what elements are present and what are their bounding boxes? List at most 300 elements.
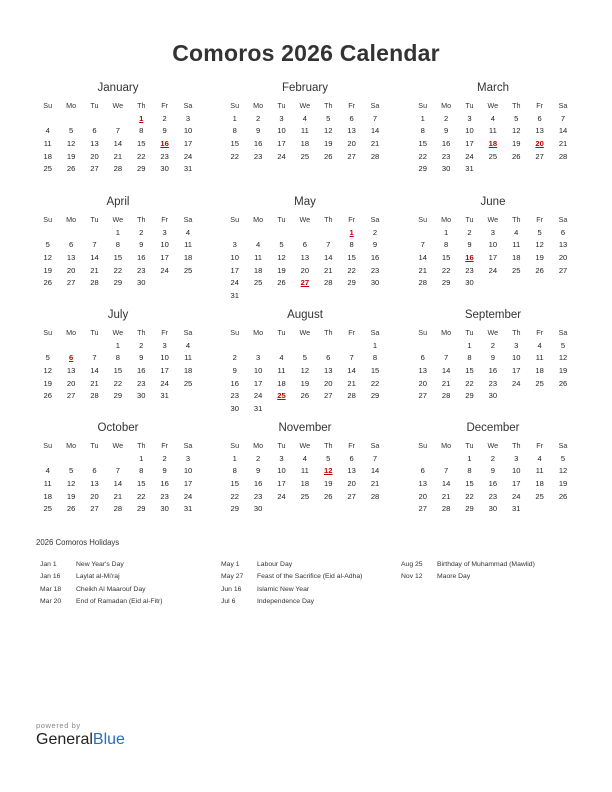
day-cell: 29 bbox=[113, 278, 123, 288]
weekday-label: Tu bbox=[90, 101, 99, 110]
day-cell: 9 bbox=[255, 466, 261, 476]
day-cell: 9 bbox=[255, 126, 261, 136]
day-cell: 4 bbox=[185, 227, 191, 237]
day-cell: 5 bbox=[68, 466, 74, 476]
month-name: April bbox=[106, 196, 130, 208]
holiday-date: Nov 12 bbox=[401, 573, 423, 581]
day-cell: 8 bbox=[139, 466, 144, 476]
weekday-label: Sa bbox=[370, 215, 380, 224]
month-april bbox=[36, 195, 200, 290]
day-cell: 21 bbox=[441, 378, 451, 388]
day-cell: 24 bbox=[253, 391, 263, 401]
day-cell: 23 bbox=[160, 151, 169, 161]
day-cell: 6 bbox=[420, 466, 425, 476]
day-cell: 14 bbox=[324, 253, 333, 263]
empty-cell bbox=[434, 340, 457, 353]
day-cell: 17 bbox=[183, 479, 193, 489]
week-row bbox=[36, 163, 200, 176]
month-december bbox=[411, 421, 575, 516]
weekday-label: Mo bbox=[66, 441, 77, 450]
empty-cell bbox=[106, 453, 129, 466]
week-row bbox=[223, 265, 387, 278]
day-cell: 16 bbox=[370, 253, 380, 263]
month-name: June bbox=[480, 196, 506, 208]
empty-cell bbox=[176, 277, 199, 290]
day-cell: 28 bbox=[370, 491, 380, 501]
holiday-entry bbox=[221, 571, 362, 583]
weekday-label: Fr bbox=[348, 215, 356, 224]
day-cell: 30 bbox=[465, 278, 474, 288]
holiday-entry bbox=[401, 571, 535, 583]
weekday-header bbox=[36, 327, 200, 340]
day-cell: 1 bbox=[232, 113, 237, 123]
day-cell: 11 bbox=[254, 253, 263, 263]
day-cell: 29 bbox=[418, 164, 427, 174]
weekday-header bbox=[223, 214, 387, 227]
month-august bbox=[223, 308, 387, 416]
day-cell: 5 bbox=[514, 113, 519, 123]
day-cell: 14 bbox=[347, 366, 356, 376]
weekday-label: Tu bbox=[465, 215, 474, 224]
day-cell: 17 bbox=[183, 139, 193, 149]
empty-cell bbox=[340, 290, 363, 303]
week-row bbox=[411, 277, 575, 290]
day-cell: 7 bbox=[443, 353, 449, 363]
empty-cell bbox=[83, 227, 106, 240]
week-row bbox=[411, 503, 575, 516]
day-cell: 2 bbox=[162, 113, 167, 123]
day-cell: 9 bbox=[162, 126, 167, 136]
day-cell: 28 bbox=[113, 504, 123, 514]
empty-cell bbox=[270, 403, 293, 416]
day-cell: 29 bbox=[113, 391, 123, 401]
day-cell: 15 bbox=[230, 139, 239, 149]
day-cell: 8 bbox=[115, 240, 120, 250]
day-cell: 27 bbox=[324, 391, 333, 401]
day-cell: 17 bbox=[512, 366, 521, 376]
weekday-label: We bbox=[112, 101, 124, 110]
day-cell: 24 bbox=[160, 378, 169, 388]
month-name: August bbox=[287, 309, 323, 321]
day-cell: 6 bbox=[560, 227, 566, 237]
day-cell: 21 bbox=[347, 378, 356, 388]
day-cell: 12 bbox=[277, 253, 286, 263]
day-cell: 4 bbox=[45, 126, 50, 136]
day-cell: 23 bbox=[253, 491, 263, 501]
day-cell: 26 bbox=[66, 504, 76, 514]
empty-cell bbox=[363, 290, 386, 303]
day-cell: 23 bbox=[488, 378, 498, 388]
day-cell: 31 bbox=[230, 291, 239, 301]
weekday-label: Mo bbox=[253, 101, 264, 110]
empty-cell bbox=[528, 390, 551, 403]
week-row bbox=[223, 239, 387, 252]
day-cell: 12 bbox=[66, 479, 76, 489]
day-cell: 27 bbox=[418, 504, 427, 514]
day-cell: 11 bbox=[277, 366, 286, 376]
weekday-label: Su bbox=[418, 101, 428, 110]
day-cell: 10 bbox=[277, 466, 286, 476]
empty-cell bbox=[270, 227, 293, 240]
weekday-label: We bbox=[299, 101, 311, 110]
day-cell: 19 bbox=[66, 151, 76, 161]
day-cell: 9 bbox=[467, 240, 472, 250]
holiday-day-cell: 16 bbox=[465, 253, 474, 263]
week-row bbox=[223, 365, 387, 378]
day-cell: 1 bbox=[443, 227, 449, 237]
empty-cell bbox=[481, 163, 504, 176]
weekday-label: Sa bbox=[558, 441, 568, 450]
day-cell: 15 bbox=[370, 366, 380, 376]
holiday-date: Jan 16 bbox=[40, 573, 61, 581]
day-cell: 2 bbox=[490, 340, 495, 350]
day-cell: 19 bbox=[43, 265, 52, 275]
weekday-header bbox=[223, 100, 387, 113]
day-cell: 22 bbox=[113, 378, 123, 388]
day-cell: 19 bbox=[66, 491, 76, 501]
weekday-label: Su bbox=[418, 441, 428, 450]
day-cell: 6 bbox=[68, 240, 74, 250]
holidays-title: 2026 Comoros Holidays bbox=[36, 538, 120, 547]
day-cell: 1 bbox=[372, 340, 378, 350]
day-cell: 25 bbox=[300, 151, 310, 161]
week-row bbox=[411, 113, 575, 126]
weekday-label: Fr bbox=[536, 328, 544, 337]
day-cell: 24 bbox=[277, 491, 286, 501]
day-cell: 31 bbox=[160, 391, 169, 401]
day-cell: 21 bbox=[113, 491, 123, 501]
day-cell: 25 bbox=[535, 491, 544, 501]
empty-cell bbox=[363, 403, 386, 416]
weekday-label: Th bbox=[324, 328, 333, 337]
empty-cell bbox=[340, 503, 363, 516]
day-cell: 29 bbox=[465, 504, 474, 514]
day-cell: 13 bbox=[300, 253, 310, 263]
day-cell: 11 bbox=[184, 353, 192, 363]
day-cell: 9 bbox=[139, 353, 144, 363]
day-cell: 15 bbox=[113, 366, 123, 376]
weekday-label: Tu bbox=[277, 101, 286, 110]
weekday-label: Fr bbox=[536, 101, 544, 110]
day-cell: 31 bbox=[512, 504, 521, 514]
weekday-label: We bbox=[299, 215, 311, 224]
week-row bbox=[411, 340, 575, 353]
day-cell: 23 bbox=[253, 151, 263, 161]
day-cell: 15 bbox=[230, 479, 239, 489]
day-cell: 24 bbox=[183, 151, 193, 161]
weekday-label: Tu bbox=[465, 328, 474, 337]
day-cell: 22 bbox=[465, 378, 474, 388]
week-row bbox=[36, 365, 200, 378]
day-cell: 24 bbox=[512, 491, 521, 501]
day-cell: 21 bbox=[370, 479, 380, 489]
day-cell: 20 bbox=[558, 253, 568, 263]
weekday-label: We bbox=[487, 215, 499, 224]
day-cell: 19 bbox=[300, 378, 310, 388]
day-cell: 20 bbox=[347, 139, 356, 149]
day-cell: 9 bbox=[490, 353, 495, 363]
week-row bbox=[411, 163, 575, 176]
day-cell: 11 bbox=[43, 479, 52, 489]
empty-cell bbox=[293, 503, 316, 516]
day-cell: 15 bbox=[441, 253, 451, 263]
day-cell: 25 bbox=[253, 278, 263, 288]
day-cell: 15 bbox=[347, 253, 356, 263]
week-row bbox=[223, 403, 387, 416]
day-cell: 28 bbox=[558, 151, 568, 161]
day-cell: 2 bbox=[372, 227, 378, 237]
empty-cell bbox=[481, 277, 504, 290]
day-cell: 27 bbox=[418, 391, 427, 401]
day-cell: 26 bbox=[43, 391, 52, 401]
day-cell: 8 bbox=[372, 353, 378, 363]
month-february bbox=[223, 81, 387, 163]
weekday-label: We bbox=[487, 441, 499, 450]
day-cell: 17 bbox=[253, 378, 263, 388]
empty-cell bbox=[83, 340, 106, 353]
day-cell: 30 bbox=[160, 504, 169, 514]
day-cell: 24 bbox=[512, 378, 521, 388]
week-row bbox=[223, 352, 387, 365]
day-cell: 9 bbox=[490, 466, 495, 476]
weekday-label: Sa bbox=[183, 441, 193, 450]
day-cell: 30 bbox=[137, 391, 146, 401]
month-january bbox=[36, 81, 200, 176]
week-row bbox=[223, 113, 387, 126]
weekday-label: Fr bbox=[536, 441, 544, 450]
day-cell: 7 bbox=[92, 240, 97, 250]
weekday-label: Su bbox=[43, 101, 53, 110]
week-row bbox=[36, 265, 200, 278]
empty-cell bbox=[411, 453, 434, 466]
week-row bbox=[411, 478, 575, 491]
day-cell: 10 bbox=[160, 240, 169, 250]
day-cell: 8 bbox=[467, 353, 472, 363]
week-row bbox=[411, 491, 575, 504]
day-cell: 7 bbox=[560, 113, 566, 123]
week-row bbox=[36, 252, 200, 265]
weekday-label: Mo bbox=[253, 328, 264, 337]
weekday-label: Sa bbox=[183, 215, 193, 224]
day-cell: 21 bbox=[370, 139, 380, 149]
day-cell: 3 bbox=[467, 113, 472, 123]
day-cell: 29 bbox=[230, 504, 239, 514]
day-cell: 21 bbox=[90, 378, 99, 388]
weekday-label: Fr bbox=[348, 101, 356, 110]
day-cell: 1 bbox=[467, 453, 472, 463]
day-cell: 19 bbox=[535, 253, 544, 263]
week-row bbox=[411, 378, 575, 391]
empty-cell bbox=[59, 227, 82, 240]
week-row bbox=[411, 352, 575, 365]
month-november bbox=[223, 421, 387, 516]
day-cell: 14 bbox=[558, 126, 568, 136]
week-row bbox=[36, 113, 200, 126]
day-cell: 9 bbox=[232, 366, 237, 376]
day-cell: 3 bbox=[514, 340, 519, 350]
day-cell: 11 bbox=[43, 139, 52, 149]
empty-cell bbox=[246, 290, 269, 303]
weekday-label: Sa bbox=[558, 328, 568, 337]
holiday-day-cell: 1 bbox=[139, 113, 144, 123]
weekday-label: Tu bbox=[277, 441, 286, 450]
holiday-day-cell: 18 bbox=[488, 139, 498, 149]
day-cell: 7 bbox=[115, 126, 120, 136]
day-cell: 14 bbox=[113, 479, 123, 489]
day-cell: 12 bbox=[43, 253, 52, 263]
day-cell: 8 bbox=[232, 466, 237, 476]
week-row bbox=[411, 239, 575, 252]
holiday-date: Mar 20 bbox=[40, 597, 62, 605]
weekday-label: Fr bbox=[161, 441, 169, 450]
day-cell: 13 bbox=[558, 240, 568, 250]
week-row bbox=[36, 340, 200, 353]
holiday-name: Cheikh Al Maarouf Day bbox=[76, 585, 146, 593]
week-row bbox=[36, 277, 200, 290]
day-cell: 10 bbox=[277, 126, 286, 136]
week-row bbox=[223, 378, 387, 391]
day-cell: 3 bbox=[490, 227, 495, 237]
day-cell: 20 bbox=[66, 265, 76, 275]
day-cell: 21 bbox=[90, 265, 99, 275]
day-cell: 30 bbox=[137, 278, 146, 288]
day-cell: 28 bbox=[370, 151, 380, 161]
day-cell: 18 bbox=[43, 491, 52, 501]
day-cell: 11 bbox=[184, 240, 192, 250]
day-cell: 6 bbox=[537, 113, 542, 123]
month-september bbox=[411, 308, 575, 403]
day-cell: 4 bbox=[490, 113, 495, 123]
day-cell: 5 bbox=[560, 453, 566, 463]
day-cell: 24 bbox=[183, 491, 193, 501]
day-cell: 25 bbox=[512, 265, 521, 275]
day-cell: 21 bbox=[558, 139, 568, 149]
week-row bbox=[411, 465, 575, 478]
holiday-entry bbox=[40, 596, 163, 608]
holiday-column bbox=[40, 559, 163, 608]
day-cell: 1 bbox=[115, 227, 120, 237]
day-cell: 19 bbox=[512, 139, 521, 149]
day-cell: 26 bbox=[535, 265, 544, 275]
day-cell: 6 bbox=[420, 353, 425, 363]
weekday-label: Th bbox=[324, 101, 333, 110]
day-cell: 13 bbox=[347, 126, 356, 136]
day-cell: 31 bbox=[183, 504, 193, 514]
holiday-date: Jan 1 bbox=[40, 561, 57, 568]
empty-cell bbox=[36, 340, 59, 353]
day-cell: 5 bbox=[68, 126, 74, 136]
day-cell: 17 bbox=[277, 139, 286, 149]
weekday-label: Th bbox=[512, 101, 521, 110]
day-cell: 23 bbox=[230, 391, 239, 401]
week-row bbox=[223, 340, 387, 353]
day-cell: 26 bbox=[558, 491, 568, 501]
week-row bbox=[411, 227, 575, 240]
day-cell: 12 bbox=[66, 139, 76, 149]
week-row bbox=[411, 453, 575, 466]
day-cell: 20 bbox=[90, 491, 99, 501]
day-cell: 12 bbox=[535, 240, 544, 250]
day-cell: 11 bbox=[488, 126, 497, 136]
weekday-label: Tu bbox=[277, 215, 286, 224]
day-cell: 7 bbox=[372, 113, 378, 123]
week-row bbox=[36, 453, 200, 466]
day-cell: 12 bbox=[512, 126, 521, 136]
day-cell: 4 bbox=[45, 466, 50, 476]
day-cell: 8 bbox=[443, 240, 449, 250]
day-cell: 22 bbox=[113, 265, 123, 275]
day-cell: 16 bbox=[137, 366, 146, 376]
day-cell: 27 bbox=[66, 391, 76, 401]
day-cell: 13 bbox=[324, 366, 333, 376]
day-cell: 23 bbox=[160, 491, 169, 501]
empty-cell bbox=[59, 113, 82, 126]
weekday-label: Su bbox=[230, 101, 240, 110]
weekday-label: Tu bbox=[465, 441, 474, 450]
day-cell: 19 bbox=[277, 265, 286, 275]
day-cell: 18 bbox=[535, 479, 544, 489]
day-cell: 22 bbox=[418, 151, 427, 161]
day-cell: 4 bbox=[302, 453, 307, 463]
week-row bbox=[223, 125, 387, 138]
empty-cell bbox=[59, 340, 82, 353]
month-name: September bbox=[464, 309, 522, 321]
weekday-label: Mo bbox=[253, 441, 264, 450]
day-cell: 20 bbox=[418, 491, 427, 501]
weekday-label: Su bbox=[418, 328, 428, 337]
day-cell: 26 bbox=[512, 151, 521, 161]
empty-cell bbox=[505, 163, 528, 176]
day-cell: 26 bbox=[300, 391, 310, 401]
day-cell: 14 bbox=[113, 139, 123, 149]
day-cell: 25 bbox=[43, 504, 52, 514]
weekday-label: Sa bbox=[370, 328, 380, 337]
day-cell: 29 bbox=[347, 278, 356, 288]
day-cell: 8 bbox=[115, 353, 120, 363]
day-cell: 1 bbox=[139, 453, 144, 463]
empty-cell bbox=[340, 403, 363, 416]
day-cell: 20 bbox=[418, 378, 427, 388]
empty-cell bbox=[551, 390, 574, 403]
weekday-label: Th bbox=[512, 328, 521, 337]
day-cell: 5 bbox=[326, 453, 331, 463]
holiday-day-cell: 1 bbox=[349, 227, 354, 237]
day-cell: 25 bbox=[535, 378, 544, 388]
holiday-column bbox=[221, 559, 362, 608]
day-cell: 23 bbox=[488, 491, 498, 501]
generalblue-logo[interactable] bbox=[36, 731, 125, 749]
week-row bbox=[36, 239, 200, 252]
empty-cell bbox=[363, 503, 386, 516]
day-cell: 30 bbox=[441, 164, 451, 174]
day-cell: 6 bbox=[302, 240, 307, 250]
day-cell: 10 bbox=[230, 253, 239, 263]
day-cell: 6 bbox=[326, 353, 331, 363]
holiday-name: End of Ramadan (Eid al-Fitr) bbox=[76, 597, 163, 605]
weekday-label: Su bbox=[418, 215, 428, 224]
day-cell: 17 bbox=[160, 253, 169, 263]
day-cell: 12 bbox=[558, 466, 568, 476]
day-cell: 29 bbox=[137, 164, 146, 174]
day-cell: 20 bbox=[324, 378, 333, 388]
day-cell: 7 bbox=[372, 453, 378, 463]
day-cell: 3 bbox=[185, 113, 191, 123]
day-cell: 4 bbox=[537, 453, 542, 463]
weekday-label: Su bbox=[43, 441, 53, 450]
page-title: Comoros 2026 Calendar bbox=[172, 40, 440, 66]
empty-cell bbox=[293, 290, 316, 303]
day-cell: 18 bbox=[183, 366, 193, 376]
